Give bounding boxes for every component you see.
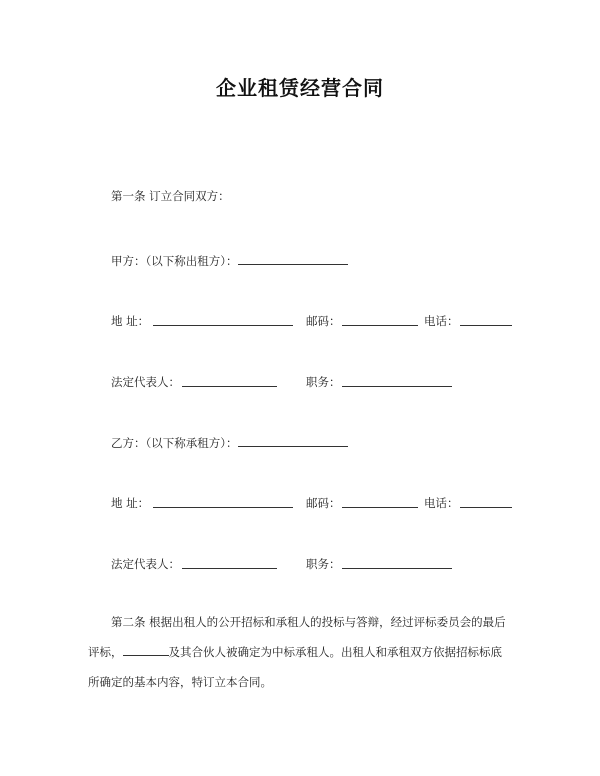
party-a-legal-rep-field[interactable] [182,374,277,387]
party-a-position-label: 职务： [306,375,341,389]
party-b-postcode-field[interactable] [342,495,418,508]
party-b-address-label: 地 址： [111,496,150,510]
winning-bidder-field[interactable] [123,643,169,656]
party-a-address-label: 地 址： [111,314,150,328]
party-a-position-field[interactable] [342,374,452,387]
article2-line2-prefix: 评标， [88,645,123,659]
party-a-name-field[interactable] [238,252,348,265]
party-a-address-row [111,313,149,329]
party-a-phone-field[interactable] [460,313,512,326]
article2-line2 [88,637,528,667]
document-title: 企业租赁经营合同 [216,76,384,100]
party-a-legal-rep-label: 法定代表人： [111,375,180,389]
party-b-phone-label: 电话： [424,496,459,510]
party-a-postcode-field[interactable] [342,313,418,326]
article2-line3: 所确定的基本内容，特订立本合同。 [88,675,272,689]
party-b-name-field[interactable] [238,434,348,447]
party-a-phone-label: 电话： [424,314,459,328]
party-a-postcode-label: 邮码： [306,314,341,328]
article2-line2-suffix: 及其合伙人被确定为中标承租人。出租人和承租双方依据招标标底 [168,645,502,659]
party-b-position-field[interactable] [342,556,452,569]
party-b-legal-rep-label: 法定代表人： [111,557,180,571]
article2-line1: 第二条 根据出租人的公开招标和承租人的投标与答辩，经过评标委员会的最后 [111,615,506,629]
party-b-label: 乙方：（以下称承租方）： [111,436,238,450]
article1-heading: 第一条 订立合同双方： [111,189,230,203]
party-b-phone-field[interactable] [460,495,512,508]
party-a-label: 甲方：（以下称出租方）： [111,254,238,268]
article2-paragraph [88,607,528,697]
party-a-line [111,252,348,269]
party-b-legal-rep-field[interactable] [182,556,277,569]
party-b-position-label: 职务： [306,557,341,571]
party-b-postcode-label: 邮码： [306,496,341,510]
party-b-line [111,434,348,451]
party-a-address-field[interactable] [153,313,293,326]
party-b-address-field[interactable] [153,495,293,508]
